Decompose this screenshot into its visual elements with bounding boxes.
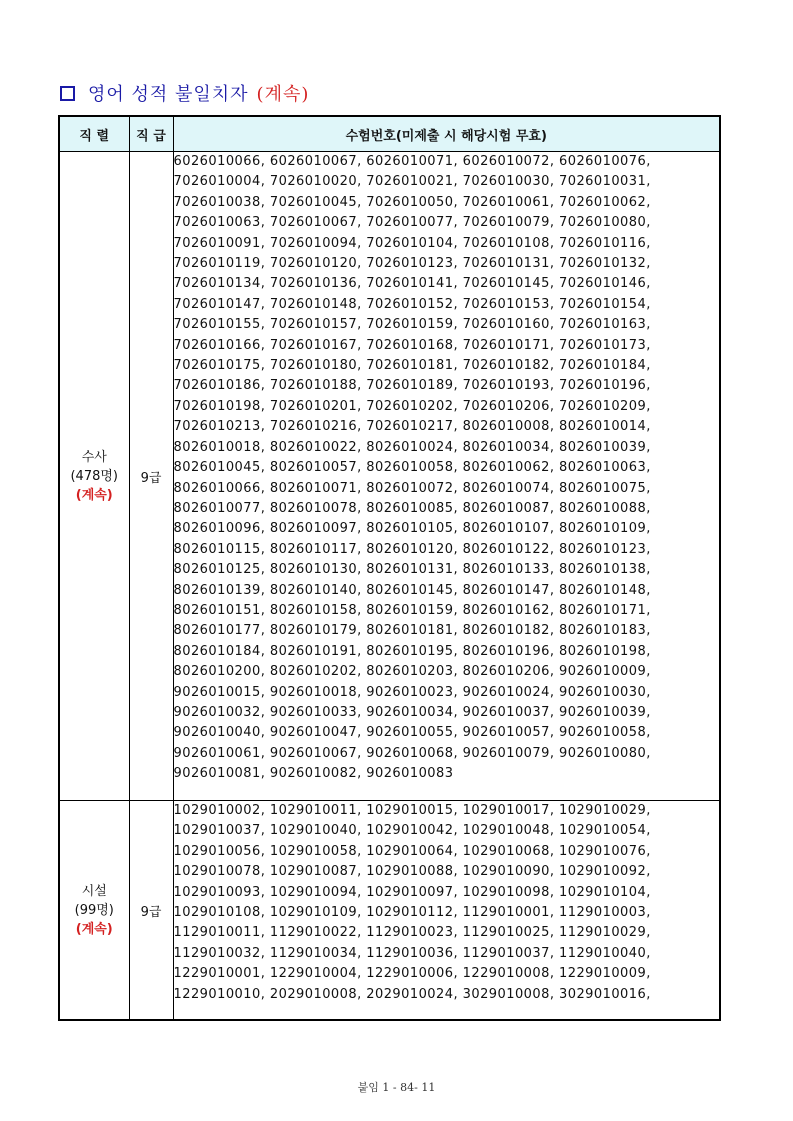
rank-cell bbox=[59, 801, 129, 1021]
exam-number-line: 7026010166, 7026010167, 7026010168, 7026010171, 7026010173, bbox=[173, 337, 651, 353]
exam-number-line: 8026010115, 8026010117, 8026010120, 8026010122, 8026010123, bbox=[173, 541, 651, 557]
heading-continued-label: (계속) bbox=[256, 84, 310, 105]
exam-number-line: 9026010015, 9026010018, 9026010023, 9026010024, 9026010030, bbox=[173, 684, 651, 700]
exam-number-line: 1129010011, 1129010022, 1129010023, 1129010025, 1129010029, bbox=[173, 925, 651, 941]
rank-continued: (계속) bbox=[75, 487, 113, 503]
table-row bbox=[59, 801, 720, 1021]
checkbox-square-icon bbox=[60, 86, 75, 101]
mismatch-table bbox=[58, 115, 721, 1021]
exam-number-line: 7026010004, 7026010020, 7026010021, 7026010030, 7026010031, bbox=[173, 174, 651, 190]
rank-count: (99명) bbox=[74, 902, 114, 918]
exam-number-line: 7026010063, 7026010067, 7026010077, 7026010079, 7026010080, bbox=[173, 215, 651, 231]
table-header-row bbox=[59, 116, 720, 152]
rank-name: 시설 bbox=[81, 883, 107, 899]
header-exam-numbers: 수험번호(미제출 시 해당시험 무효) bbox=[173, 116, 720, 152]
exam-number-line: 8026010200, 8026010202, 8026010203, 8026010206, 9026010009, bbox=[173, 664, 651, 680]
exam-number-line: 8026010139, 8026010140, 8026010145, 8026010147, 8026010148, bbox=[173, 582, 651, 598]
exam-number-line: 7026010147, 7026010148, 7026010152, 7026010153, 7026010154, bbox=[173, 296, 651, 312]
exam-number-line: 7026010198, 7026010201, 7026010202, 7026010206, 7026010209, bbox=[173, 398, 651, 414]
grade-cell: 9급 bbox=[129, 801, 173, 1021]
heading-title: 영어 성적 불일치자 bbox=[88, 84, 249, 105]
exam-number-line: 8026010151, 8026010158, 8026010159, 8026010162, 8026010171, bbox=[173, 602, 651, 618]
exam-numbers-cell bbox=[173, 801, 720, 1021]
exam-number-line: 1029010078, 1029010087, 1029010088, 1029010090, 1029010092, bbox=[173, 864, 651, 880]
rank-count: (478명) bbox=[70, 468, 118, 484]
exam-number-line: 8026010177, 8026010179, 8026010181, 8026010182, 8026010183, bbox=[173, 623, 651, 639]
exam-number-line: 7026010134, 7026010136, 7026010141, 7026010145, 7026010146, bbox=[173, 276, 651, 292]
page-footer: 붙임 1 - 84- 11 bbox=[357, 1081, 436, 1094]
exam-number-line: 8026010077, 8026010078, 8026010085, 8026010087, 8026010088, bbox=[173, 500, 651, 516]
exam-number-line: 8026010184, 8026010191, 8026010195, 8026010196, 8026010198, bbox=[173, 643, 651, 659]
exam-number-line: 8026010045, 8026010057, 8026010058, 8026010062, 8026010063, bbox=[173, 460, 651, 476]
exam-number-line: 7026010175, 7026010180, 7026010181, 7026010182, 7026010184, bbox=[173, 358, 651, 374]
exam-number-line: 7026010091, 7026010094, 7026010104, 7026010108, 7026010116, bbox=[173, 235, 651, 251]
exam-number-line: 7026010119, 7026010120, 7026010123, 7026010131, 7026010132, bbox=[173, 256, 651, 272]
grade-cell: 9급 bbox=[129, 152, 173, 801]
exam-number-line: 8026010096, 8026010097, 8026010105, 8026010107, 8026010109, bbox=[173, 521, 651, 537]
exam-number-line: 1129010032, 1129010034, 1129010036, 1129010037, 1129010040, bbox=[173, 945, 651, 961]
table-row bbox=[59, 152, 720, 801]
exam-number-line: 8026010066, 8026010071, 8026010072, 8026010074, 8026010075, bbox=[173, 480, 651, 496]
rank-continued: (계속) bbox=[75, 921, 113, 937]
rank-cell bbox=[59, 152, 129, 801]
exam-numbers-cell bbox=[173, 152, 720, 801]
exam-number-line: 9026010061, 9026010067, 9026010068, 9026010079, 9026010080, bbox=[173, 745, 651, 761]
exam-number-line: 8026010125, 8026010130, 8026010131, 8026010133, 8026010138, bbox=[173, 562, 651, 578]
exam-number-line: 7026010155, 7026010157, 7026010159, 7026010160, 7026010163, bbox=[173, 317, 651, 333]
exam-number-line: 9026010040, 9026010047, 9026010055, 9026010057, 9026010058, bbox=[173, 725, 651, 741]
rank-name: 수사 bbox=[81, 449, 107, 465]
exam-number-line: 7026010186, 7026010188, 7026010189, 7026010193, 7026010196, bbox=[173, 378, 651, 394]
exam-number-line: 1229010001, 1229010004, 1229010006, 1229010008, 1229010009, bbox=[173, 966, 651, 982]
header-grade: 직 급 bbox=[129, 116, 173, 152]
exam-number-line: 1029010108, 1029010109, 1029010112, 1129010001, 1129010003, bbox=[173, 905, 651, 921]
exam-number-line: 6026010066, 6026010067, 6026010071, 6026010072, 6026010076, bbox=[173, 154, 651, 169]
exam-number-line: 1029010037, 1029010040, 1029010042, 1029010048, 1029010054, bbox=[173, 823, 651, 839]
section-heading bbox=[60, 80, 309, 106]
exam-number-line: 7026010038, 7026010045, 7026010050, 7026010061, 7026010062, bbox=[173, 194, 651, 210]
exam-number-line: 8026010018, 8026010022, 8026010024, 8026010034, 8026010039, bbox=[173, 439, 651, 455]
exam-number-line: 9026010081, 9026010082, 9026010083 bbox=[173, 766, 454, 782]
exam-number-line: 9026010032, 9026010033, 9026010034, 9026010037, 9026010039, bbox=[173, 704, 651, 720]
exam-number-line: 1029010002, 1029010011, 1029010015, 1029010017, 1029010029, bbox=[173, 803, 651, 818]
exam-number-line: 1029010056, 1029010058, 1029010064, 1029010068, 1029010076, bbox=[173, 843, 651, 859]
exam-number-line: 7026010213, 7026010216, 7026010217, 8026010008, 8026010014, bbox=[173, 419, 651, 435]
exam-number-line: 1229010010, 2029010008, 2029010024, 3029010008, 3029010016, bbox=[173, 986, 651, 1002]
exam-number-line: 1029010093, 1029010094, 1029010097, 1029010098, 1029010104, bbox=[173, 884, 651, 900]
header-rank: 직 렬 bbox=[59, 116, 129, 152]
